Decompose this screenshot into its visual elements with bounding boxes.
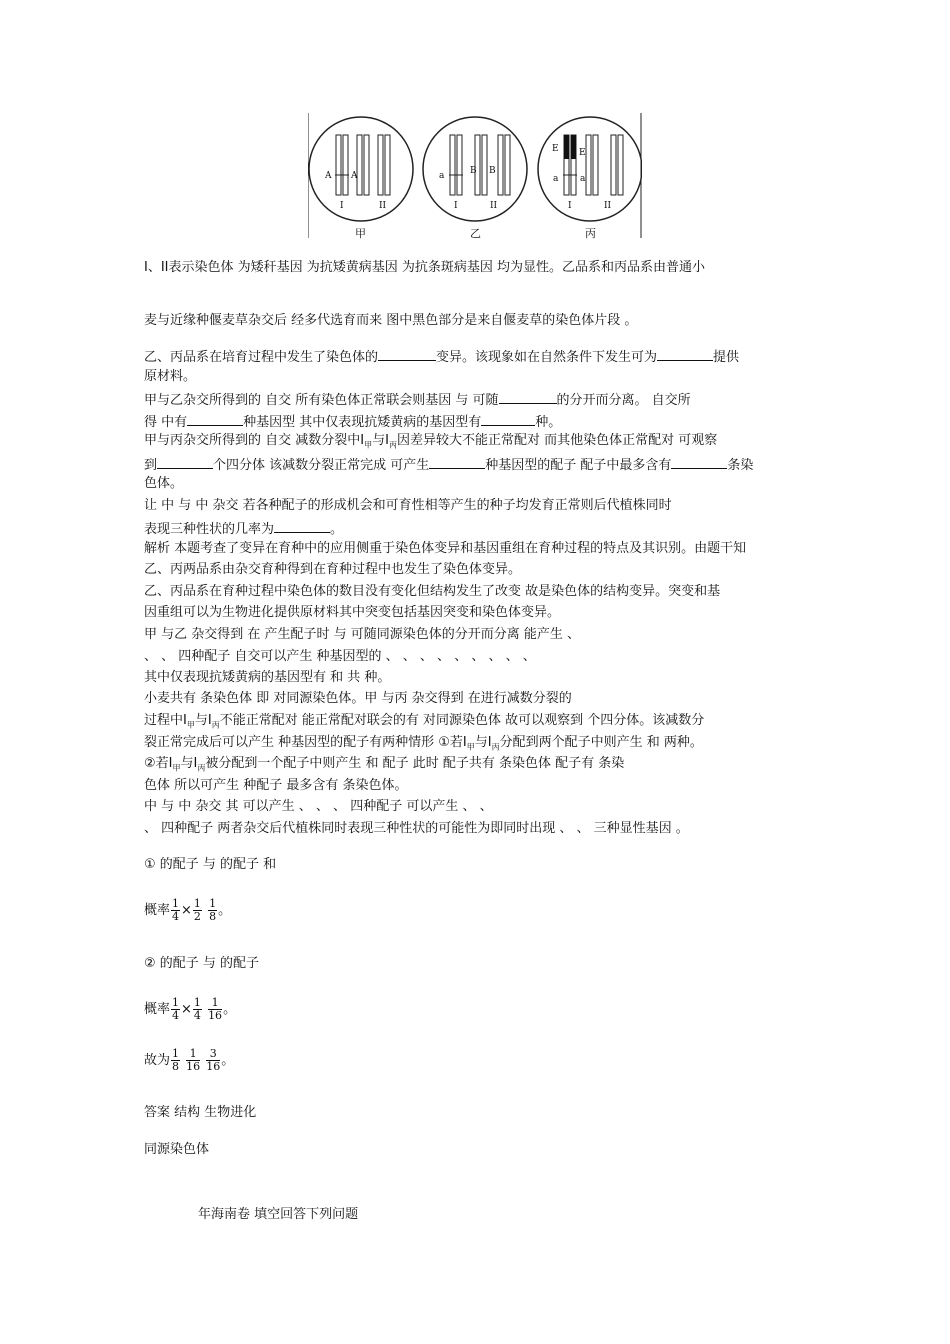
question-4: 让 中 与 中 杂交 若各种配子的形成机会和可育性相等产生的种子均发育正常则后代植株同时 xyxy=(144,498,672,513)
label-E-left: E xyxy=(552,144,559,154)
text-span: 年海南卷 填空回答下列问题 xyxy=(198,1207,359,1222)
text-span: 与I xyxy=(474,735,492,750)
label-roman-2-yi: II xyxy=(490,201,498,211)
answer-blank[interactable] xyxy=(429,454,485,469)
text-span: 。 xyxy=(218,903,232,918)
question-3 xyxy=(144,432,717,455)
analysis-line: 小麦共有 条染色体 即 对同源染色体。甲 与丙 杂交得到 在进行减数分裂的 xyxy=(144,691,572,706)
answer-line: 答案 结构 生物进化 xyxy=(144,1105,257,1120)
text-span: 变异。该现象如在自然条件下发生可为 xyxy=(436,350,658,365)
text-line: 麦与近缘种偃麦草杂交后 经多代选育而来 图中黑色部分是来自偃麦草的染色体片段 。 xyxy=(144,313,638,328)
fraction: $\frac{1}{8}$ xyxy=(209,897,217,923)
analysis-line: 乙、丙品系在育种过程中染色体的数目没有变化但结构发生了改变 故是染色体的结构变异。突变和基 xyxy=(144,584,721,599)
question-1 xyxy=(144,346,739,367)
text-span: 种基因型 其中仅表现抗矮黄病的基因型有 xyxy=(243,415,482,430)
label-roman-2-bing: II xyxy=(604,201,612,211)
text-span: 到 xyxy=(144,458,158,473)
cell-label-bing: 丙 xyxy=(585,227,596,240)
analysis-line: 、 、 四种配子 自交可以产生 种基因型的 、 、 、 、 、 、 、 、 、 xyxy=(144,649,536,664)
text-span: 因差异较大不能正常配对 而其他染色体正常配对 可观察 xyxy=(396,433,718,448)
label-A-right: A xyxy=(351,171,358,181)
subscript: 丙 xyxy=(197,763,206,773)
label-E-right: E xyxy=(579,148,586,158)
text-span: 得 中有 xyxy=(144,415,188,430)
fraction: $\frac{1}{8}$ xyxy=(172,1047,180,1073)
text-span: 表现三种性状的几率为 xyxy=(144,522,275,537)
operator: × xyxy=(181,903,192,918)
chromosome-figure xyxy=(308,113,642,243)
probability-1 xyxy=(144,896,231,926)
label-roman-1-yi: I xyxy=(454,201,458,211)
text-line: 色体。 xyxy=(144,476,184,491)
answer-blank[interactable] xyxy=(657,346,713,361)
label-B-right: B xyxy=(489,166,496,176)
text-span: 概率 xyxy=(144,1002,171,1017)
question-3-cont xyxy=(144,454,753,475)
text-span: 裂正常完成后可以产生 种基因型的配子有两种情形 ①若I xyxy=(144,735,467,750)
answer-blank[interactable] xyxy=(671,454,727,469)
analysis-line: 色体 所以可产生 种配子 最多含有 条染色体。 xyxy=(144,778,408,793)
text-span: 提供 xyxy=(713,350,740,365)
fraction: $\frac{1}{4}$ xyxy=(172,996,180,1022)
text-span: 概率 xyxy=(144,903,171,918)
label-roman-1-jia: I xyxy=(340,201,344,211)
analysis-line: 因重组可以为生物进化提供原材料其中突变包括基因突变和染色体变异。 xyxy=(144,605,561,620)
text-span: 个四分体 该减数分裂正常完成 可产生 xyxy=(213,458,430,473)
analysis-line: 中 与 中 杂交 其 可以产生 、 、 、 四种配子 可以产生 、 、 xyxy=(144,799,493,814)
text-span: 过程中I xyxy=(144,713,187,728)
subscript: 丙 xyxy=(388,440,397,450)
label-A-left: A xyxy=(325,171,332,181)
text-span: 。 xyxy=(330,522,344,537)
text-span: 与I xyxy=(194,713,212,728)
probability-2 xyxy=(144,995,236,1025)
question-2 xyxy=(144,389,691,410)
fraction: $\frac{3}{16}$ xyxy=(206,1047,221,1073)
fraction: $\frac{1}{16}$ xyxy=(186,1047,201,1073)
analysis-line xyxy=(144,755,624,778)
subscript: 甲 xyxy=(364,440,373,450)
analysis-line: 乙、丙两品系由杂交育种得到在育种过程中也发生了染色体变异。 xyxy=(144,562,522,577)
analysis-line xyxy=(144,734,703,757)
label-roman-2-jia: II xyxy=(379,201,387,211)
fraction: $\frac{1}{16}$ xyxy=(208,996,223,1022)
subscript: 甲 xyxy=(466,742,475,752)
analysis-line: 甲 与乙 杂交得到 在 产生配子时 与 可随同源染色体的分开而分离 能产生 、 xyxy=(144,627,581,642)
label-B-left: B xyxy=(470,166,477,176)
subscript: 丙 xyxy=(211,720,220,730)
text-line: I、II表示染色体 为矮秆基因 为抗矮黄病基因 为抗条斑病基因 均为显性。乙品系和丙品系由普通小 xyxy=(144,260,706,275)
subscript: 丙 xyxy=(491,742,500,752)
next-question-heading xyxy=(144,1206,358,1224)
text-span: 故为 xyxy=(144,1053,171,1068)
subscript: 甲 xyxy=(172,763,181,773)
text-span: 甲与丙杂交所得到的 自交 减数分裂中I xyxy=(144,433,365,448)
fraction: $\frac{1}{2}$ xyxy=(193,897,201,923)
text-span: 种。 xyxy=(535,415,562,430)
analysis-line: 、 四种配子 两者杂交后代植株同时表现三种性状的可能性为即同时出现 、 、 三种显性基因 。 xyxy=(144,821,689,836)
analysis-line: 其中仅表现抗矮黄病的基因型有 和 共 种。 xyxy=(144,670,391,685)
answer-blank[interactable] xyxy=(378,346,436,361)
answer-line: 同源染色体 xyxy=(144,1142,210,1157)
case-1: ① 的配子 与 的配子 和 xyxy=(144,857,277,872)
answer-blank[interactable] xyxy=(157,454,213,469)
text-span: 与I xyxy=(372,433,389,448)
text-span: 的分开而分离。 自交所 xyxy=(556,393,691,408)
text-span: 甲与乙杂交所得到的 自交 所有染色体正常联会则基因 与 可随 xyxy=(144,393,499,408)
text-span: 种基因型的配子 配子中最多含有 xyxy=(485,458,672,473)
label-roman-1-bing: I xyxy=(568,201,572,211)
total-probability xyxy=(144,1046,234,1076)
answer-blank[interactable] xyxy=(187,411,243,426)
analysis-line: 解析 本题考查了变异在育种中的应用侧重于染色体变异和基因重组在育种过程的特点及其识别。由题干知 xyxy=(144,541,747,556)
text-line: 原材料。 xyxy=(144,369,197,384)
text-span: 不能正常配对 能正常配对联会的有 对同源染色体 故可以观察到 个四分体。该减数分 xyxy=(219,713,705,728)
fraction: $\frac{1}{4}$ xyxy=(193,996,201,1022)
label-a-bing-left: a xyxy=(553,174,559,184)
text-span: 乙、丙品系在培育过程中发生了染色体的 xyxy=(144,350,379,365)
answer-blank[interactable] xyxy=(274,518,330,533)
cell-label-yi: 乙 xyxy=(470,227,481,240)
answer-blank[interactable] xyxy=(481,411,535,426)
text-span: 分配到两个配子中则产生 和 两种。 xyxy=(499,735,703,750)
text-span: 被分配到一个配子中则产生 和 配子 此时 配子共有 条染色体 配子有 条染 xyxy=(205,756,625,771)
text-span: 与I xyxy=(180,756,198,771)
text-span: 。 xyxy=(223,1002,237,1017)
label-a-bing-right: a xyxy=(580,174,586,184)
text-span: 。 xyxy=(221,1053,235,1068)
case-2: ② 的配子 与 的配子 xyxy=(144,956,260,971)
text-span: 条染 xyxy=(727,458,754,473)
cell-label-jia: 甲 xyxy=(355,227,366,240)
label-a-yi: a xyxy=(439,171,445,181)
analysis-line xyxy=(144,712,704,735)
answer-blank[interactable] xyxy=(499,389,557,404)
operator: × xyxy=(181,1002,192,1017)
fraction: $\frac{1}{4}$ xyxy=(172,897,180,923)
question-4-cont xyxy=(144,518,343,539)
question-2-cont xyxy=(144,411,561,432)
text-span: ②若I xyxy=(144,756,173,771)
subscript: 甲 xyxy=(186,720,195,730)
